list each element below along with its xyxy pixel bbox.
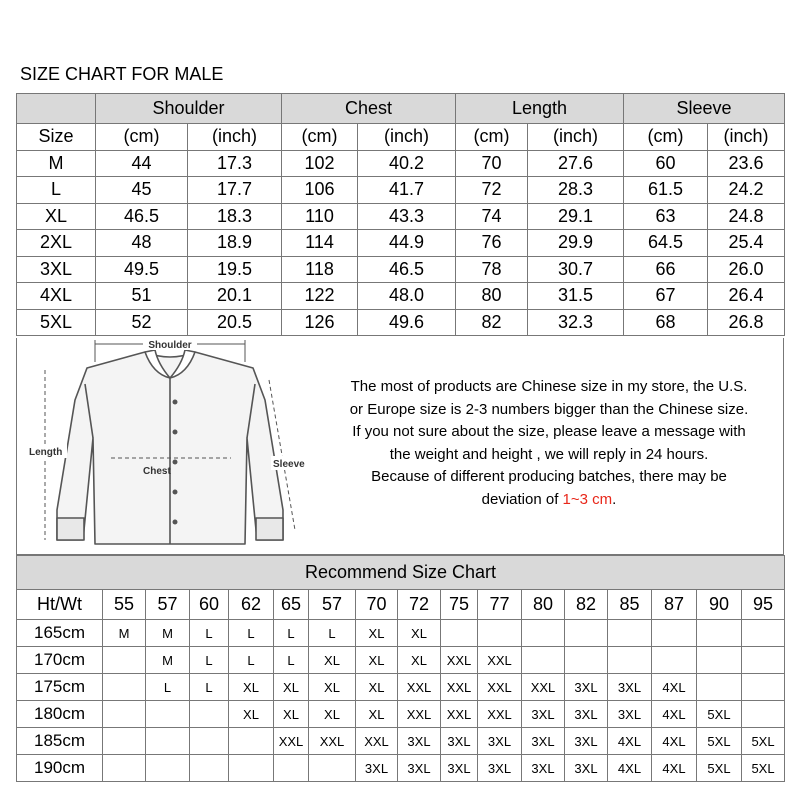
recommended-size-cell [103, 701, 146, 728]
measurement-cell: 18.3 [188, 203, 282, 230]
unit-header: (cm) [456, 124, 528, 151]
size-table [16, 93, 785, 336]
measurement-cell: 24.2 [708, 177, 785, 204]
measurement-cell: 82 [456, 309, 528, 336]
measurement-cell: 74 [456, 203, 528, 230]
size-row [17, 177, 785, 204]
recommended-size-cell: XXL [441, 701, 478, 728]
shoulder-label: Shoulder [148, 340, 192, 351]
recommended-size-cell: L [229, 647, 274, 674]
recommended-size-cell [146, 701, 190, 728]
chart-title: SIZE CHART FOR MALE [20, 64, 224, 84]
recommended-size-cell [742, 701, 785, 728]
size-label-cell: 5XL [17, 309, 96, 336]
measurement-cell: 126 [282, 309, 358, 336]
recommended-size-cell [652, 647, 697, 674]
size-label-cell: 3XL [17, 256, 96, 283]
recommended-size-cell: XXL [478, 647, 522, 674]
measurement-cell: 114 [282, 230, 358, 257]
recommended-size-cell: XL [356, 701, 398, 728]
weight-header: 80 [522, 590, 565, 620]
measurement-cell: 24.8 [708, 203, 785, 230]
recommended-size-cell: XL [229, 674, 274, 701]
size-row [17, 203, 785, 230]
height-row [17, 701, 785, 728]
measurement-cell: 70 [456, 150, 528, 177]
measurement-cell: 102 [282, 150, 358, 177]
recommended-size-cell: 3XL [522, 728, 565, 755]
recommended-size-cell [309, 755, 356, 782]
diagram-section [16, 338, 784, 555]
recommended-size-cell [522, 647, 565, 674]
weight-header: 70 [356, 590, 398, 620]
recommended-size-cell: 3XL [565, 701, 608, 728]
height-row [17, 620, 785, 647]
size-row [17, 309, 785, 336]
recommended-size-cell: 5XL [697, 755, 742, 782]
recommended-size-cell [565, 647, 608, 674]
weight-header: 72 [398, 590, 441, 620]
note-line: If you not sure about the size, please leave a message with [352, 423, 746, 441]
measurement-cell: 29.1 [528, 203, 624, 230]
recommended-size-cell: XXL [398, 701, 441, 728]
note-text: deviation of [481, 490, 563, 508]
size-label-cell: 2XL [17, 230, 96, 257]
recommended-size-cell: XL [274, 701, 309, 728]
recommended-size-cell: XL [356, 674, 398, 701]
recommended-size-cell: XL [309, 647, 356, 674]
measurement-cell: 26.0 [708, 256, 785, 283]
recommended-size-cell: 3XL [565, 674, 608, 701]
recommended-size-cell: 4XL [652, 755, 697, 782]
recommended-size-cell: 3XL [522, 701, 565, 728]
height-row [17, 647, 785, 674]
weight-header: 82 [565, 590, 608, 620]
recommended-size-cell: L [146, 674, 190, 701]
left-cuff-shape [57, 518, 84, 540]
recommended-size-cell: 4XL [608, 728, 652, 755]
weight-header: 60 [190, 590, 229, 620]
height-row [17, 674, 785, 701]
unit-header: (inch) [528, 124, 624, 151]
measurement-cell: 48.0 [358, 283, 456, 310]
recommended-size-cell [229, 755, 274, 782]
measurement-cell: 49.5 [96, 256, 188, 283]
measurement-cell: 72 [456, 177, 528, 204]
weight-header: 65 [274, 590, 309, 620]
recommended-size-cell: 3XL [398, 728, 441, 755]
weight-header: 62 [229, 590, 274, 620]
height-label: 165cm [17, 620, 103, 647]
recommended-size-cell: XXL [309, 728, 356, 755]
recommended-size-cell: XL [274, 674, 309, 701]
recommended-size-cell: XL [356, 647, 398, 674]
recommended-size-cell: 4XL [652, 674, 697, 701]
note-line: The most of products are Chinese size in my store, the U.S. [350, 378, 748, 395]
measurement-cell: 51 [96, 283, 188, 310]
recommended-size-cell: XL [309, 674, 356, 701]
recommended-size-cell: XL [356, 620, 398, 647]
recommended-size-cell [742, 647, 785, 674]
measurement-cell: 28.3 [528, 177, 624, 204]
measurement-cell: 23.6 [708, 150, 785, 177]
sleeve-label: Sleeve [273, 459, 305, 470]
measurement-cell: 64.5 [624, 230, 708, 257]
recommended-size-cell: 3XL [565, 755, 608, 782]
weight-header: 77 [478, 590, 522, 620]
measurement-cell: 30.7 [528, 256, 624, 283]
right-cuff-shape [256, 518, 283, 540]
recommended-size-cell [274, 755, 309, 782]
measurement-cell: 26.4 [708, 283, 785, 310]
corner-cell [17, 94, 96, 124]
weight-header: 75 [441, 590, 478, 620]
height-label: 185cm [17, 728, 103, 755]
measurement-cell: 26.8 [708, 309, 785, 336]
recommended-size-cell: 3XL [608, 674, 652, 701]
size-label-cell: L [17, 177, 96, 204]
recommended-size-cell: L [190, 620, 229, 647]
recommended-size-cell: XXL [356, 728, 398, 755]
deviation-value: 1~3 cm [562, 490, 613, 508]
recommended-size-cell [742, 620, 785, 647]
recommended-size-cell: XXL [274, 728, 309, 755]
measurement-cell: 31.5 [528, 283, 624, 310]
unit-header: (cm) [282, 124, 358, 151]
recommended-size-cell [103, 755, 146, 782]
recommended-size-cell: 4XL [608, 755, 652, 782]
recommended-size-cell: XL [229, 701, 274, 728]
recommended-size-cell [697, 620, 742, 647]
measurement-cell: 41.7 [358, 177, 456, 204]
measurement-cell: 68 [624, 309, 708, 336]
recommended-size-cell: 3XL [441, 755, 478, 782]
recommended-size-cell [522, 620, 565, 647]
measurement-cell: 49.6 [358, 309, 456, 336]
note-text: . [612, 490, 617, 508]
recommended-size-cell: 5XL [697, 701, 742, 728]
recommended-size-cell [103, 647, 146, 674]
recommended-size-cell: XXL [398, 674, 441, 701]
recommended-size-cell [146, 728, 190, 755]
height-row [17, 755, 785, 782]
measurement-cell: 19.5 [188, 256, 282, 283]
measurement-cell: 25.4 [708, 230, 785, 257]
measurement-cell: 78 [456, 256, 528, 283]
size-label-cell: 4XL [17, 283, 96, 310]
measurement-cell: 48 [96, 230, 188, 257]
measurement-cell: 17.7 [188, 177, 282, 204]
recommended-size-cell: XXL [441, 647, 478, 674]
measurement-cell: 20.1 [188, 283, 282, 310]
recommended-size-cell: 4XL [652, 701, 697, 728]
group-header: Shoulder [96, 94, 282, 124]
recommended-size-cell: L [190, 674, 229, 701]
recommended-size-cell [652, 620, 697, 647]
size-row [17, 150, 785, 177]
measurement-cell: 20.5 [188, 309, 282, 336]
measurement-cell: 106 [282, 177, 358, 204]
measurement-cell: 52 [96, 309, 188, 336]
measurement-cell: 76 [456, 230, 528, 257]
recommended-size-cell: M [146, 647, 190, 674]
recommended-size-cell: XL [309, 701, 356, 728]
recommended-size-cell: 3XL [608, 701, 652, 728]
size-note [319, 376, 779, 512]
recommended-size-cell [146, 755, 190, 782]
measurement-cell: 118 [282, 256, 358, 283]
recommended-size-cell [229, 728, 274, 755]
recommended-size-cell: L [229, 620, 274, 647]
recommended-size-cell [565, 620, 608, 647]
group-header: Sleeve [624, 94, 785, 124]
measurement-cell: 43.3 [358, 203, 456, 230]
measurement-cell: 122 [282, 283, 358, 310]
recommended-size-cell: 5XL [742, 755, 785, 782]
measurement-cell: 46.5 [358, 256, 456, 283]
recommended-size-cell [608, 620, 652, 647]
weight-header: 90 [697, 590, 742, 620]
size-row [17, 283, 785, 310]
recommended-size-cell: M [146, 620, 190, 647]
measurement-cell: 40.2 [358, 150, 456, 177]
recommend-title: Recommend Size Chart [17, 556, 785, 590]
recommended-size-cell: XL [398, 647, 441, 674]
weight-header-row [17, 590, 785, 620]
measurement-cell: 46.5 [96, 203, 188, 230]
recommended-size-cell [697, 647, 742, 674]
recommended-size-cell: M [103, 620, 146, 647]
size-column-header: Size [17, 124, 96, 151]
recommended-size-cell [190, 728, 229, 755]
size-row [17, 256, 785, 283]
height-row [17, 728, 785, 755]
recommended-size-cell: L [274, 620, 309, 647]
recommended-size-cell: L [309, 620, 356, 647]
recommended-size-cell: 3XL [522, 755, 565, 782]
recommended-size-cell: XL [398, 620, 441, 647]
recommended-size-cell: 3XL [565, 728, 608, 755]
size-label-cell: M [17, 150, 96, 177]
size-row [17, 230, 785, 257]
measurement-cell: 63 [624, 203, 708, 230]
recommended-size-cell: 4XL [652, 728, 697, 755]
recommended-size-cell [742, 674, 785, 701]
recommended-size-cell [441, 620, 478, 647]
recommend-table [16, 555, 785, 782]
measurement-cell: 18.9 [188, 230, 282, 257]
measurement-cell: 44 [96, 150, 188, 177]
recommended-size-cell [103, 728, 146, 755]
group-header: Chest [282, 94, 456, 124]
recommended-size-cell [190, 701, 229, 728]
chest-label: Chest [143, 466, 171, 477]
recommend-title-row [17, 556, 785, 590]
recommended-size-cell: 3XL [356, 755, 398, 782]
shirt-diagram [25, 340, 315, 552]
note-line: the weight and height , we will reply in 24 hours. [389, 445, 709, 463]
unit-header: (inch) [708, 124, 785, 151]
measurement-cell: 61.5 [624, 177, 708, 204]
recommended-size-cell: 5XL [742, 728, 785, 755]
unit-header: (inch) [188, 124, 282, 151]
note-line [319, 489, 779, 512]
recommended-size-cell: 5XL [697, 728, 742, 755]
measurement-cell: 66 [624, 256, 708, 283]
length-label: Length [29, 447, 63, 458]
measurement-cell: 32.3 [528, 309, 624, 336]
measurement-cell: 45 [96, 177, 188, 204]
group-header: Length [456, 94, 624, 124]
recommended-size-cell: 3XL [441, 728, 478, 755]
recommended-size-cell: L [190, 647, 229, 674]
unit-header: (cm) [96, 124, 188, 151]
measurement-cell: 17.3 [188, 150, 282, 177]
recommended-size-cell [608, 647, 652, 674]
unit-header: (cm) [624, 124, 708, 151]
measurement-cell: 29.9 [528, 230, 624, 257]
recommended-size-cell [478, 620, 522, 647]
ht-wt-corner: Ht/Wt [17, 590, 103, 620]
weight-header: 57 [309, 590, 356, 620]
recommended-size-cell: 3XL [478, 728, 522, 755]
height-label: 190cm [17, 755, 103, 782]
height-label: 170cm [17, 647, 103, 674]
size-table-unit-row [17, 124, 785, 151]
measurement-cell: 110 [282, 203, 358, 230]
recommended-size-cell: XXL [478, 674, 522, 701]
recommended-size-cell: XXL [478, 701, 522, 728]
recommended-size-cell [190, 755, 229, 782]
height-label: 180cm [17, 701, 103, 728]
recommended-size-cell: 3XL [478, 755, 522, 782]
measurement-cell: 80 [456, 283, 528, 310]
measurement-cell: 60 [624, 150, 708, 177]
measurement-cell: 27.6 [528, 150, 624, 177]
unit-header: (inch) [358, 124, 456, 151]
measurement-cell: 44.9 [358, 230, 456, 257]
recommended-size-cell [697, 674, 742, 701]
note-line: Because of different producing batches, there may be [371, 468, 727, 486]
weight-header: 55 [103, 590, 146, 620]
size-table-group-row [17, 94, 785, 124]
measurement-cell: 67 [624, 283, 708, 310]
weight-header: 95 [742, 590, 785, 620]
height-label: 175cm [17, 674, 103, 701]
weight-header: 57 [146, 590, 190, 620]
recommended-size-cell [103, 674, 146, 701]
size-label-cell: XL [17, 203, 96, 230]
weight-header: 87 [652, 590, 697, 620]
recommended-size-cell: XXL [522, 674, 565, 701]
note-line: or Europe size is 2-3 numbers bigger than the Chinese size. [349, 400, 749, 418]
recommended-size-cell: L [274, 647, 309, 674]
weight-header: 85 [608, 590, 652, 620]
recommended-size-cell: XXL [441, 674, 478, 701]
recommended-size-cell: 3XL [398, 755, 441, 782]
